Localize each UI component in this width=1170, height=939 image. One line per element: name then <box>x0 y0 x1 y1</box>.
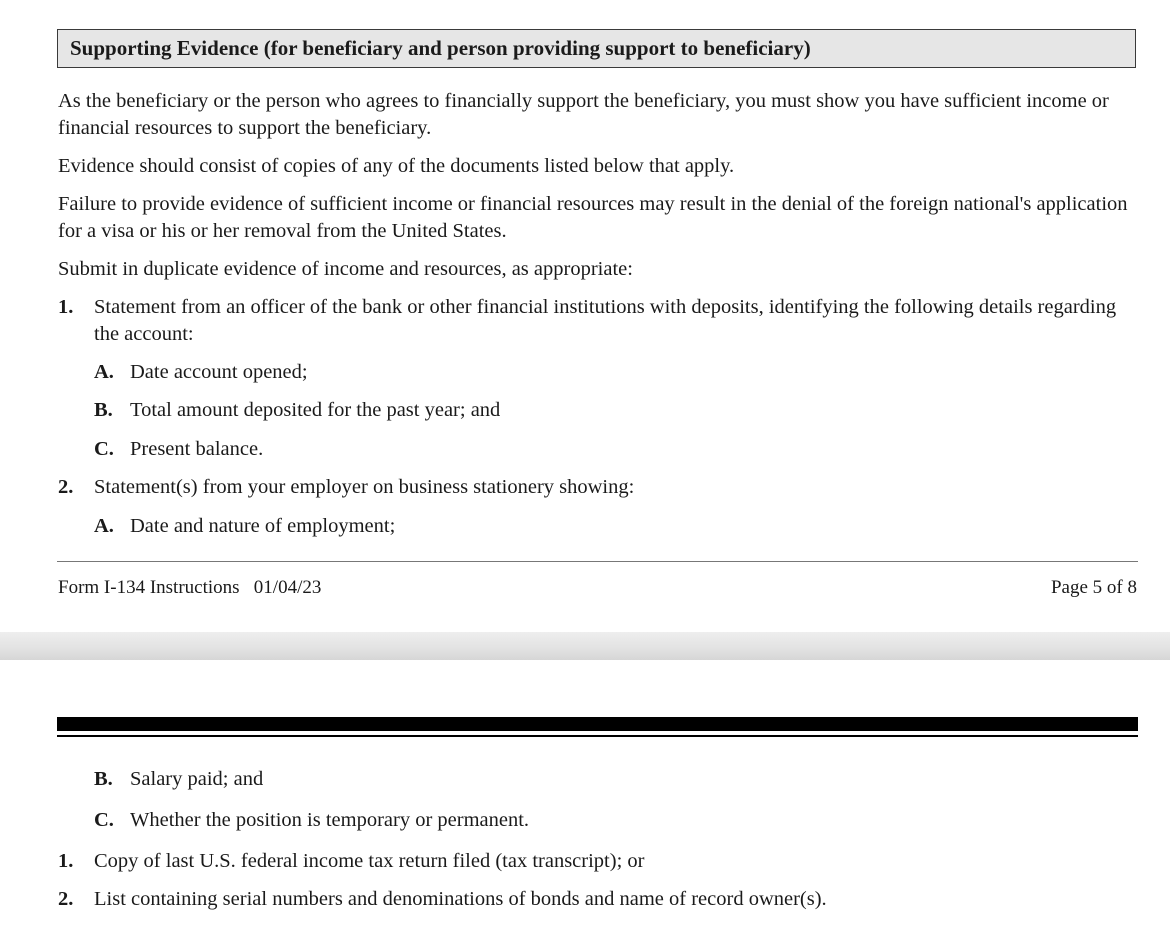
section-header: Supporting Evidence (for beneficiary and person providing support to beneficiary) <box>57 29 1136 68</box>
footer-page-number: Page 5 of 8 <box>1050 577 1137 598</box>
sub-text: Salary paid; and <box>130 768 264 790</box>
header-rule-thick <box>57 717 1138 731</box>
sub-letter: B. <box>94 399 113 421</box>
list-number: 2. <box>58 888 74 910</box>
sub-text: Total amount deposited for the past year; and <box>130 399 501 421</box>
sub-text: Present balance. <box>130 438 264 460</box>
sub-text: Date and nature of employment; <box>130 515 396 537</box>
header-rule-thin <box>57 735 1138 737</box>
sub-letter: A. <box>94 515 114 537</box>
list-text: Copy of last U.S. federal income tax return filed (tax transcript); or <box>94 850 645 872</box>
sub-text: Date account opened; <box>130 361 308 383</box>
list-number: 1. <box>58 296 74 318</box>
list-text: Statement from an officer of the bank or other financial institutions with deposits, identifying the following details regarding the account: <box>94 296 1117 345</box>
list-number: 1. <box>58 850 74 872</box>
sub-letter: C. <box>94 809 114 831</box>
list-number: 2. <box>58 476 74 498</box>
list-text: List containing serial numbers and denominations of bonds and name of record owner(s). <box>94 888 827 910</box>
sub-letter: B. <box>94 768 113 790</box>
sub-letter: C. <box>94 438 114 460</box>
footer-divider <box>57 561 1138 562</box>
evidence-paragraph: Evidence should consist of copies of any of the documents listed below that apply. <box>58 155 735 177</box>
sub-text: Whether the position is temporary or permanent. <box>130 809 530 831</box>
intro-paragraph: As the beneficiary or the person who agrees to financially support the beneficiary, you must show you have sufficient income or financial resources to support the beneficiary. <box>58 90 1109 139</box>
submit-paragraph: Submit in duplicate evidence of income and resources, as appropriate: <box>58 258 633 280</box>
footer-form-id: Form I-134 Instructions 01/04/23 <box>58 577 322 598</box>
list-text: Statement(s) from your employer on business stationery showing: <box>94 476 635 498</box>
failure-paragraph: Failure to provide evidence of sufficient income or financial resources may result in the denial of the foreign national's application for a visa or his or her removal from the United States. <box>58 193 1128 242</box>
sub-letter: A. <box>94 361 114 383</box>
page-separator <box>0 632 1170 660</box>
